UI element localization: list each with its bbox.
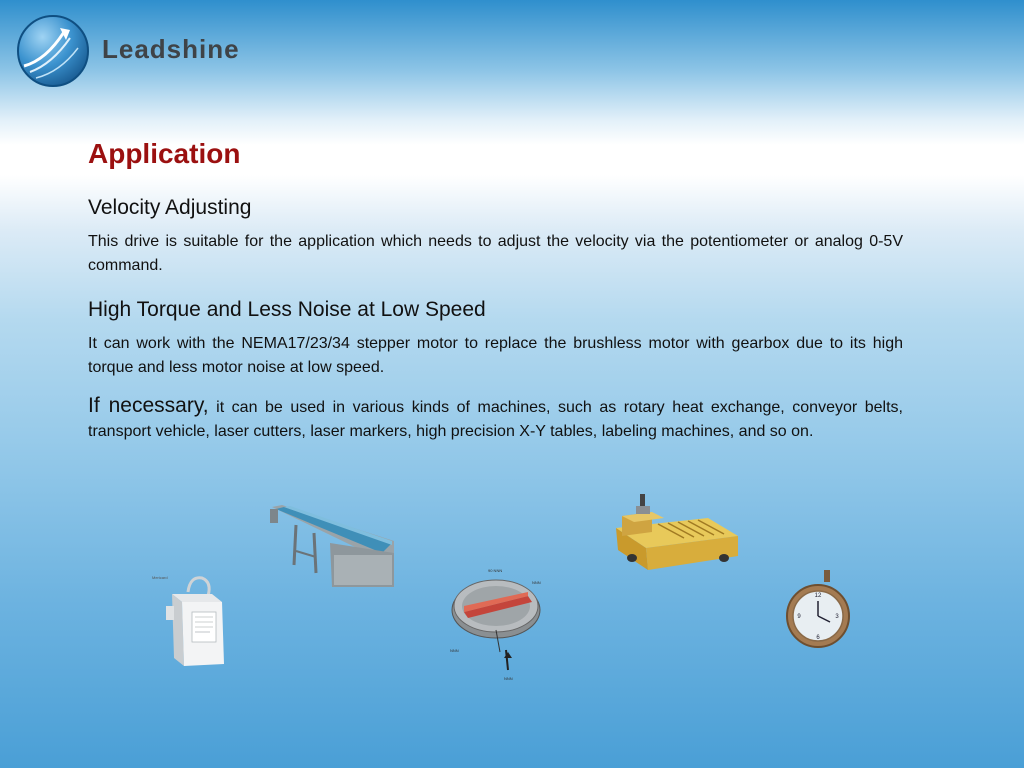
section-heading-velocity: Velocity Adjusting bbox=[88, 196, 252, 219]
conveyor-belt-image bbox=[270, 503, 394, 587]
rotary-label-3: NNN bbox=[450, 648, 459, 653]
closing-paragraph bbox=[88, 394, 903, 444]
labeling-machine-image bbox=[150, 572, 230, 670]
main-content bbox=[88, 134, 903, 462]
closing-body: it can be used in various kinds of machines, such as rotary heat exchange, conveyor belts, transport vehicle, laser cutters, laser markers, high precision X-Y tables, labeling machines, and so on. bbox=[88, 399, 903, 440]
dispenser-label: Mericard bbox=[152, 575, 168, 580]
section-body-velocity: This drive is suitable for the application which needs to adjust the velocity via the potentiometer or analog 0-5V command. bbox=[88, 233, 903, 274]
section-body-torque: It can work with the NEMA17/23/34 stepper motor to replace the brushless motor with gearbox due to its high torque and less motor noise at low speed. bbox=[88, 335, 903, 376]
svg-text:9: 9 bbox=[797, 614, 801, 620]
transport-vehicle-image bbox=[612, 492, 740, 576]
rotary-heat-exchanger-image bbox=[440, 566, 556, 684]
page-title: Application bbox=[88, 138, 241, 169]
clock-image bbox=[784, 568, 854, 648]
closing-lead: If necessary, bbox=[88, 394, 209, 417]
leadshine-logo-icon bbox=[16, 14, 90, 88]
rotary-label-2: NNN bbox=[532, 580, 541, 585]
rotary-label-4: NNN bbox=[504, 676, 513, 681]
brand-name: Leadshine bbox=[102, 34, 240, 64]
svg-text:12: 12 bbox=[814, 593, 822, 599]
svg-text:3: 3 bbox=[835, 614, 839, 620]
rotary-label-1: 90 NNN bbox=[488, 568, 503, 573]
section-heading-torque: High Torque and Less Noise at Low Speed bbox=[88, 298, 486, 321]
svg-text:6: 6 bbox=[816, 635, 820, 641]
